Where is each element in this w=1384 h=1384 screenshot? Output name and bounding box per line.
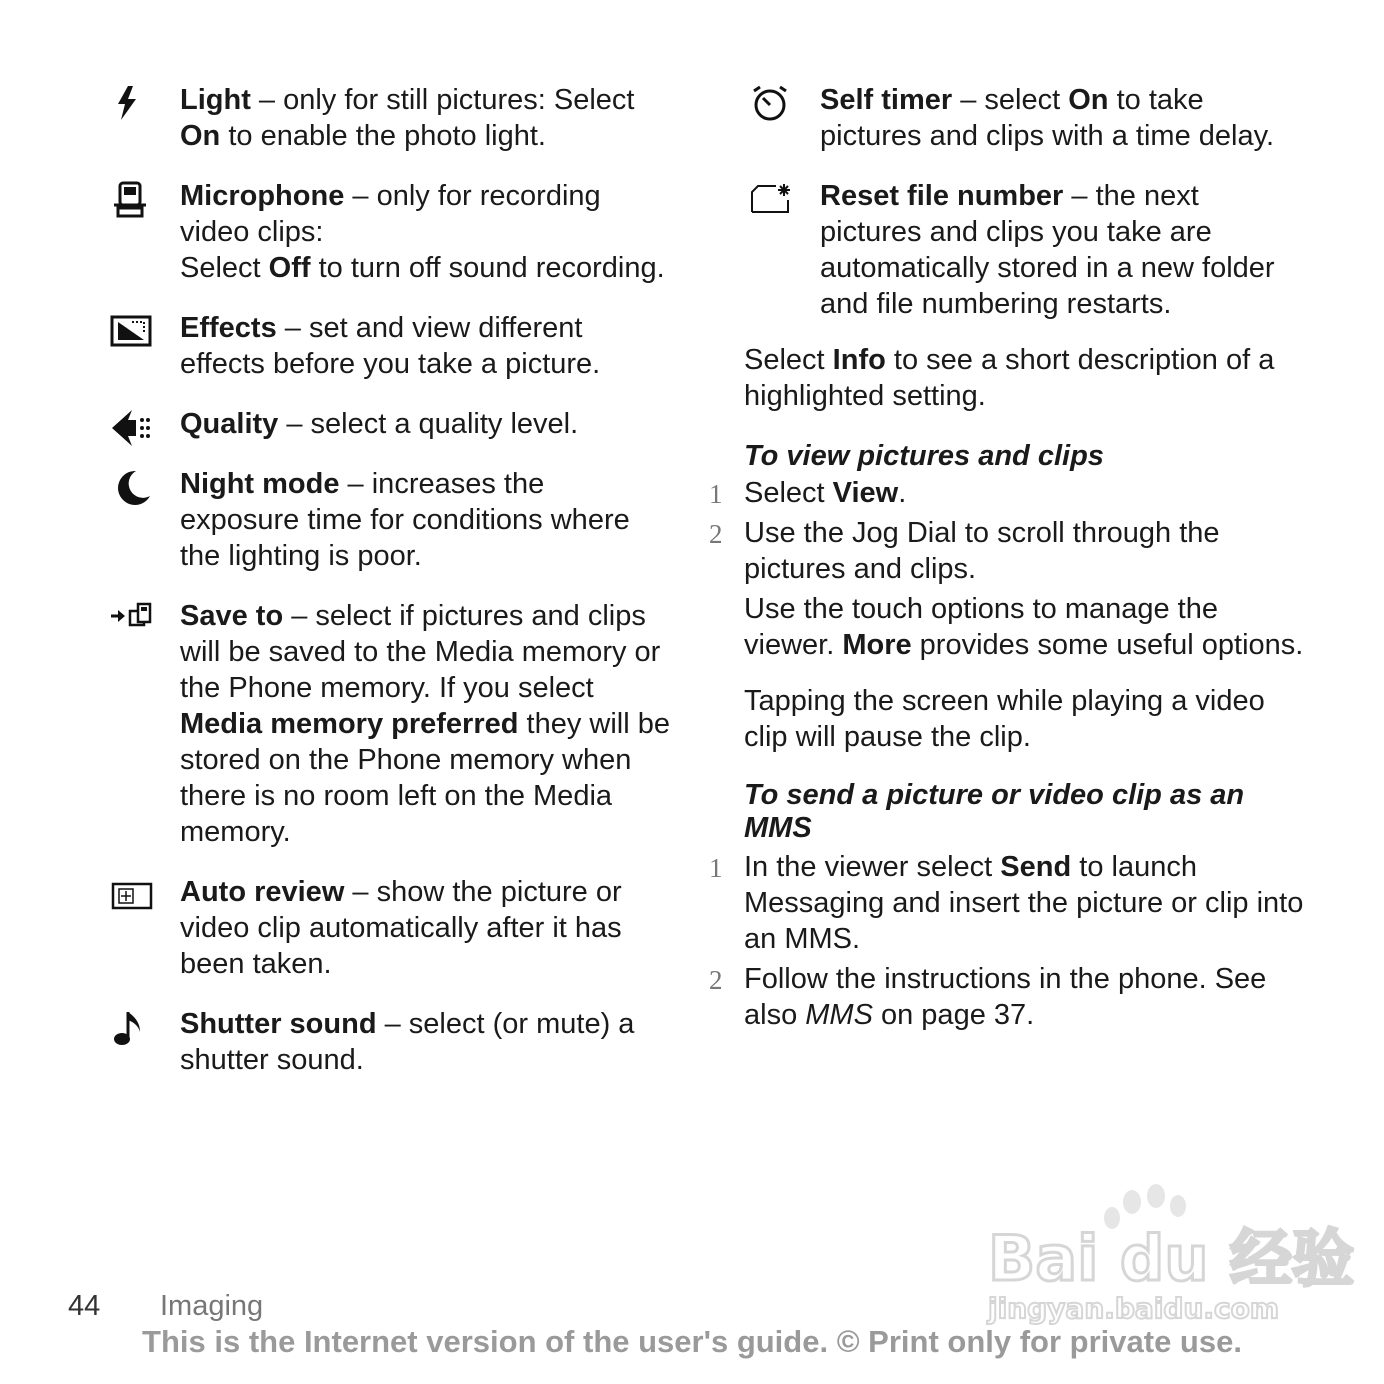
disclaimer: This is the Internet version of the user's guide. © Print only for private use. [142, 1324, 1242, 1359]
save-to-icon [110, 602, 154, 638]
svg-text:Bai du 经验: Bai du 经验 [988, 1222, 1355, 1295]
quality-icon [110, 410, 154, 446]
setting-term: Night mode [180, 468, 340, 500]
left-column [110, 82, 670, 1078]
section-heading-send: To send a picture or video clip as an MMS [744, 779, 1245, 844]
baidu-watermark-logo [980, 1180, 1355, 1330]
svg-text:jingyan.baidu.com: jingyan.baidu.com [988, 1292, 1280, 1325]
setting-save-to: Save to – select if pictures and clips will be saved to the Media memory or the Phone memory. If you select Media memory preferred they will be stored on the Phone memory when there is no room left on the Media memory. [110, 598, 670, 850]
step-item [705, 849, 1305, 957]
note-paragraph: Tapping the screen while playing a video clip will pause the clip. [744, 685, 1265, 753]
setting-auto-review: Auto review – show the picture or video clip automatically after it has been taken. [110, 874, 670, 982]
setting-self-timer: Self timer – select On to take pictures and clips with a time delay. [705, 82, 1305, 154]
effects-icon [110, 314, 154, 350]
step-text: Follow the instructions in the phone. See also MMS on page 37. [744, 963, 1267, 1031]
setting-effects: Effects – set and view different effects before you take a picture. [110, 310, 670, 382]
setting-term: Self timer [820, 84, 953, 116]
setting-term: Effects [180, 312, 277, 344]
step-text: In the viewer select Send to launch Messaging and insert the picture or clip into an MMS. [744, 851, 1304, 955]
step-item [705, 961, 1305, 1033]
microphone-icon [110, 182, 154, 218]
section-heading-view: To view pictures and clips [744, 440, 1104, 472]
setting-term: Shutter sound [180, 1008, 377, 1040]
step-item [705, 475, 1305, 511]
step-number: 2 [709, 965, 723, 995]
step-text: Select View. [744, 477, 907, 509]
moon-icon [110, 470, 154, 506]
page-number: 44 [68, 1290, 101, 1322]
note-paragraph: Use the touch options to manage the viewer. More provides some useful options. [744, 593, 1304, 661]
setting-shutter-sound: Shutter sound – select (or mute) a shutter sound. [110, 1006, 670, 1078]
setting-night-mode: Night mode – increases the exposure time for conditions where the lighting is poor. [110, 466, 670, 574]
setting-term: Microphone [180, 180, 345, 212]
info-paragraph: Select Info to see a short description of a highlighted setting. [744, 344, 1275, 412]
setting-term: Light [180, 84, 251, 116]
step-number: 2 [709, 519, 723, 549]
reset-folder-icon [750, 182, 794, 218]
step-item [705, 515, 1305, 587]
auto-review-icon [110, 878, 154, 914]
setting-term: Quality [180, 408, 279, 440]
setting-term: Auto review [180, 876, 345, 908]
step-number: 1 [709, 853, 723, 883]
right-column [705, 82, 1305, 1033]
setting-microphone: Microphone – only for recording video clips: Select Off to turn off sound recording. [110, 178, 670, 286]
step-text: Use the Jog Dial to scroll through the pictures and clips. [744, 517, 1220, 585]
setting-light: Light – only for still pictures: Select On to enable the photo light. [110, 82, 670, 154]
flash-icon [110, 86, 154, 122]
music-note-icon [110, 1010, 154, 1046]
self-timer-icon [750, 86, 794, 122]
step-number: 1 [709, 479, 723, 509]
setting-term: Reset file number [820, 180, 1064, 212]
setting-quality: Quality – select a quality level. [110, 406, 670, 442]
section-name: Imaging [160, 1290, 264, 1322]
setting-term: Save to [180, 600, 284, 632]
setting-reset-file-number: Reset file number – the next pictures and clips you take are automatically stored in a new folder and file numbering restarts. [705, 178, 1305, 322]
